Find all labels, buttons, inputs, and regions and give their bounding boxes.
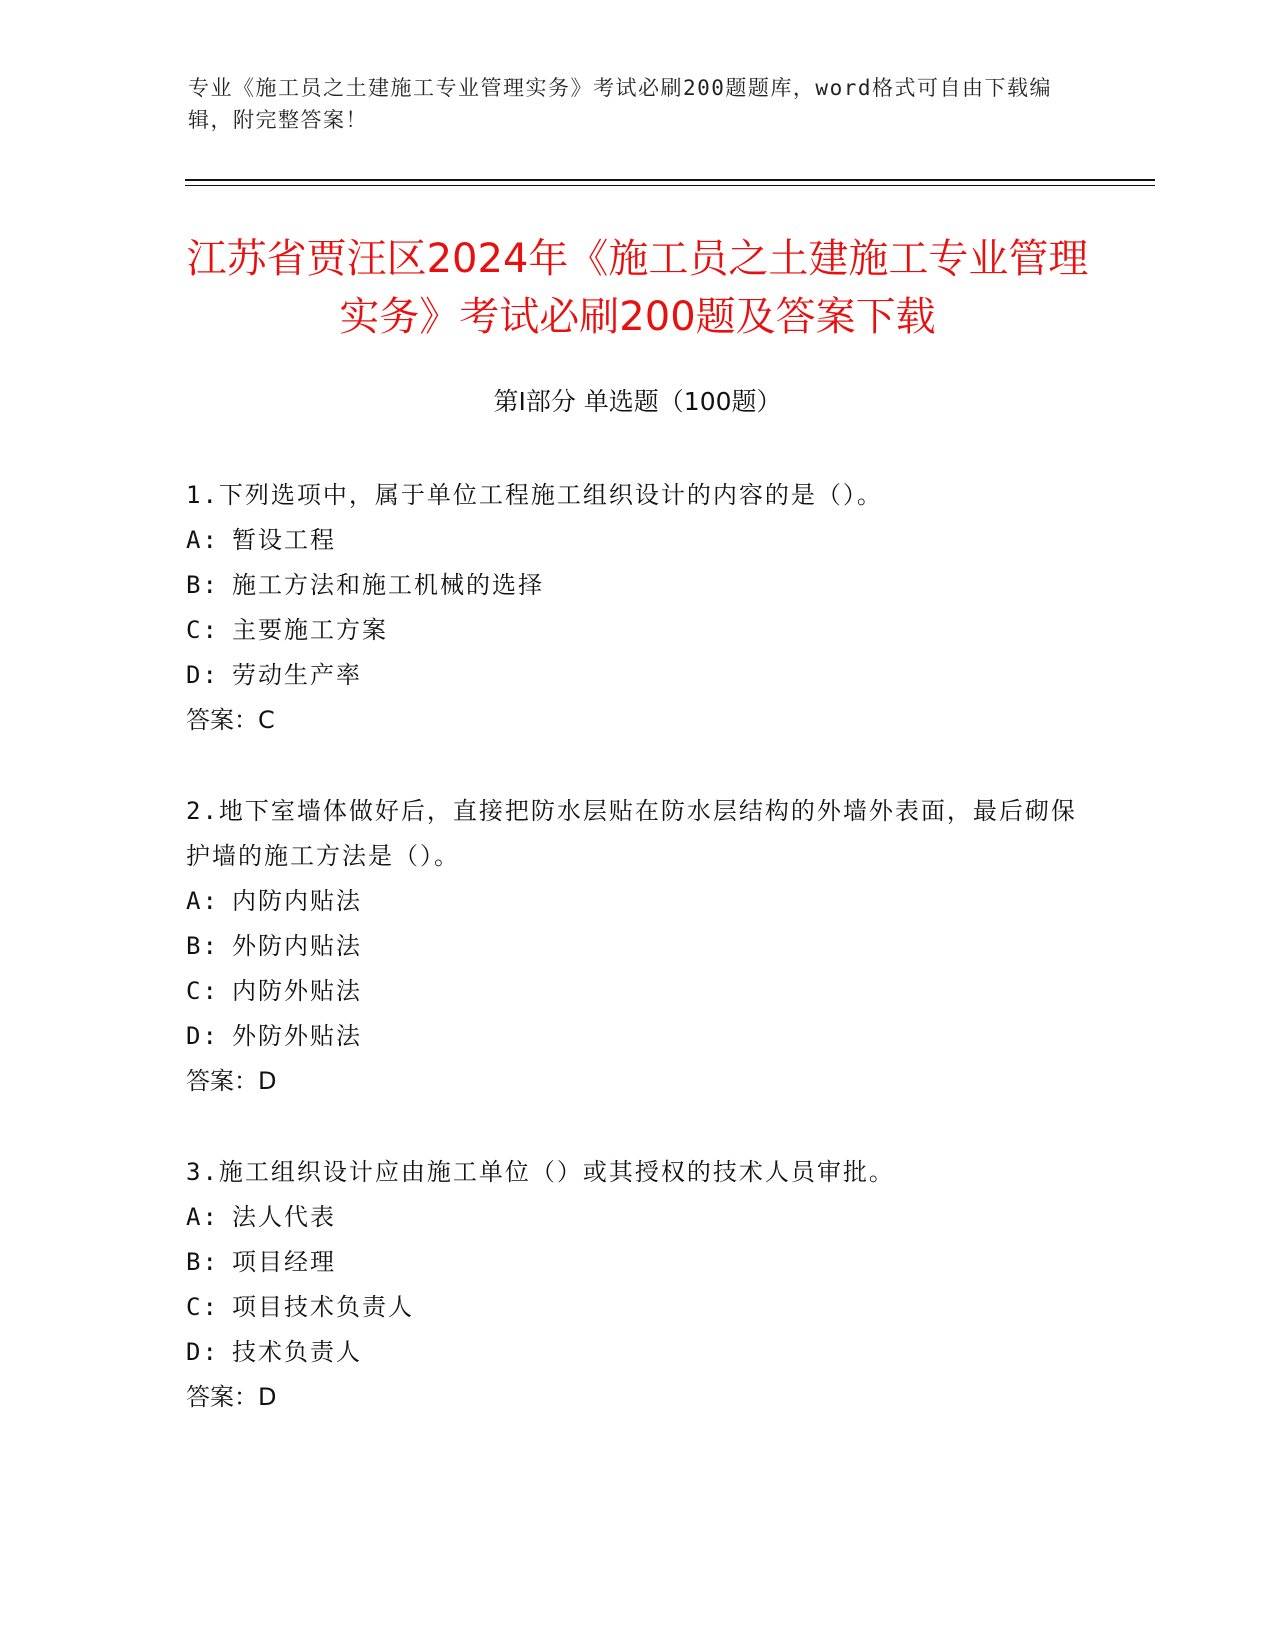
option-text: 法人代表 <box>232 1203 336 1231</box>
option-text: 技术负责人 <box>232 1338 362 1366</box>
option-c <box>186 608 1086 653</box>
option-d <box>186 1014 1086 1059</box>
question-text: 2.地下室墙体做好后，直接把防水层贴在防水层结构的外墙外表面，最后砌保护墙的施工方法是（）。 <box>186 797 1077 870</box>
option-text: 主要施工方案 <box>232 616 388 644</box>
option-a <box>186 518 1086 563</box>
option-key: A: <box>186 526 219 554</box>
option-a <box>186 879 1086 924</box>
option-text: 项目经理 <box>232 1248 336 1276</box>
option-text: 外防内贴法 <box>232 932 362 960</box>
option-text: 项目技术负责人 <box>232 1293 414 1321</box>
option-text: 内防内贴法 <box>232 887 362 915</box>
option-a <box>186 1195 1086 1240</box>
question-text: 3.施工组织设计应由施工单位（）或其授权的技术人员审批。 <box>186 1158 895 1186</box>
option-text: 内防外贴法 <box>232 977 362 1005</box>
question-list <box>186 473 1086 1466</box>
question-text: 1.下列选项中，属于单位工程施工组织设计的内容的是（）。 <box>186 481 883 509</box>
option-key: C: <box>186 1293 219 1321</box>
answer-line: 答案：D <box>186 1383 277 1411</box>
option-c <box>186 1285 1086 1330</box>
option-b <box>186 924 1086 969</box>
question-2 <box>186 789 1086 1104</box>
option-key: A: <box>186 887 219 915</box>
option-c <box>186 969 1086 1014</box>
option-key: C: <box>186 616 219 644</box>
option-key: B: <box>186 932 219 960</box>
option-b <box>186 563 1086 608</box>
option-b <box>186 1240 1086 1285</box>
option-key: A: <box>186 1203 219 1231</box>
question-1 <box>186 473 1086 743</box>
section-heading: 第I部分 单选题（100题） <box>493 387 782 416</box>
option-key: D: <box>186 661 219 689</box>
option-text: 劳动生产率 <box>232 661 362 689</box>
document-title: 江苏省贾汪区2024年《施工员之土建施工专业管理实务》考试必刷200题及答案下载 <box>186 236 1089 340</box>
answer-line: 答案：D <box>186 1067 277 1095</box>
answer-line: 答案：C <box>186 706 275 734</box>
option-key: D: <box>186 1338 219 1366</box>
header-rule-thick <box>185 179 1155 181</box>
header-note: 专业《施工员之土建施工专业管理实务》考试必刷200题题库，word格式可自由下载编辑，附完整答案！ <box>188 76 1052 132</box>
question-3 <box>186 1150 1086 1420</box>
option-d <box>186 653 1086 698</box>
option-text: 暂设工程 <box>232 526 336 554</box>
option-key: C: <box>186 977 219 1005</box>
option-key: B: <box>186 1248 219 1276</box>
option-text: 外防外贴法 <box>232 1022 362 1050</box>
header-rule-thin <box>185 185 1155 186</box>
option-key: B: <box>186 571 219 599</box>
option-d <box>186 1330 1086 1375</box>
option-text: 施工方法和施工机械的选择 <box>232 571 544 599</box>
option-key: D: <box>186 1022 219 1050</box>
